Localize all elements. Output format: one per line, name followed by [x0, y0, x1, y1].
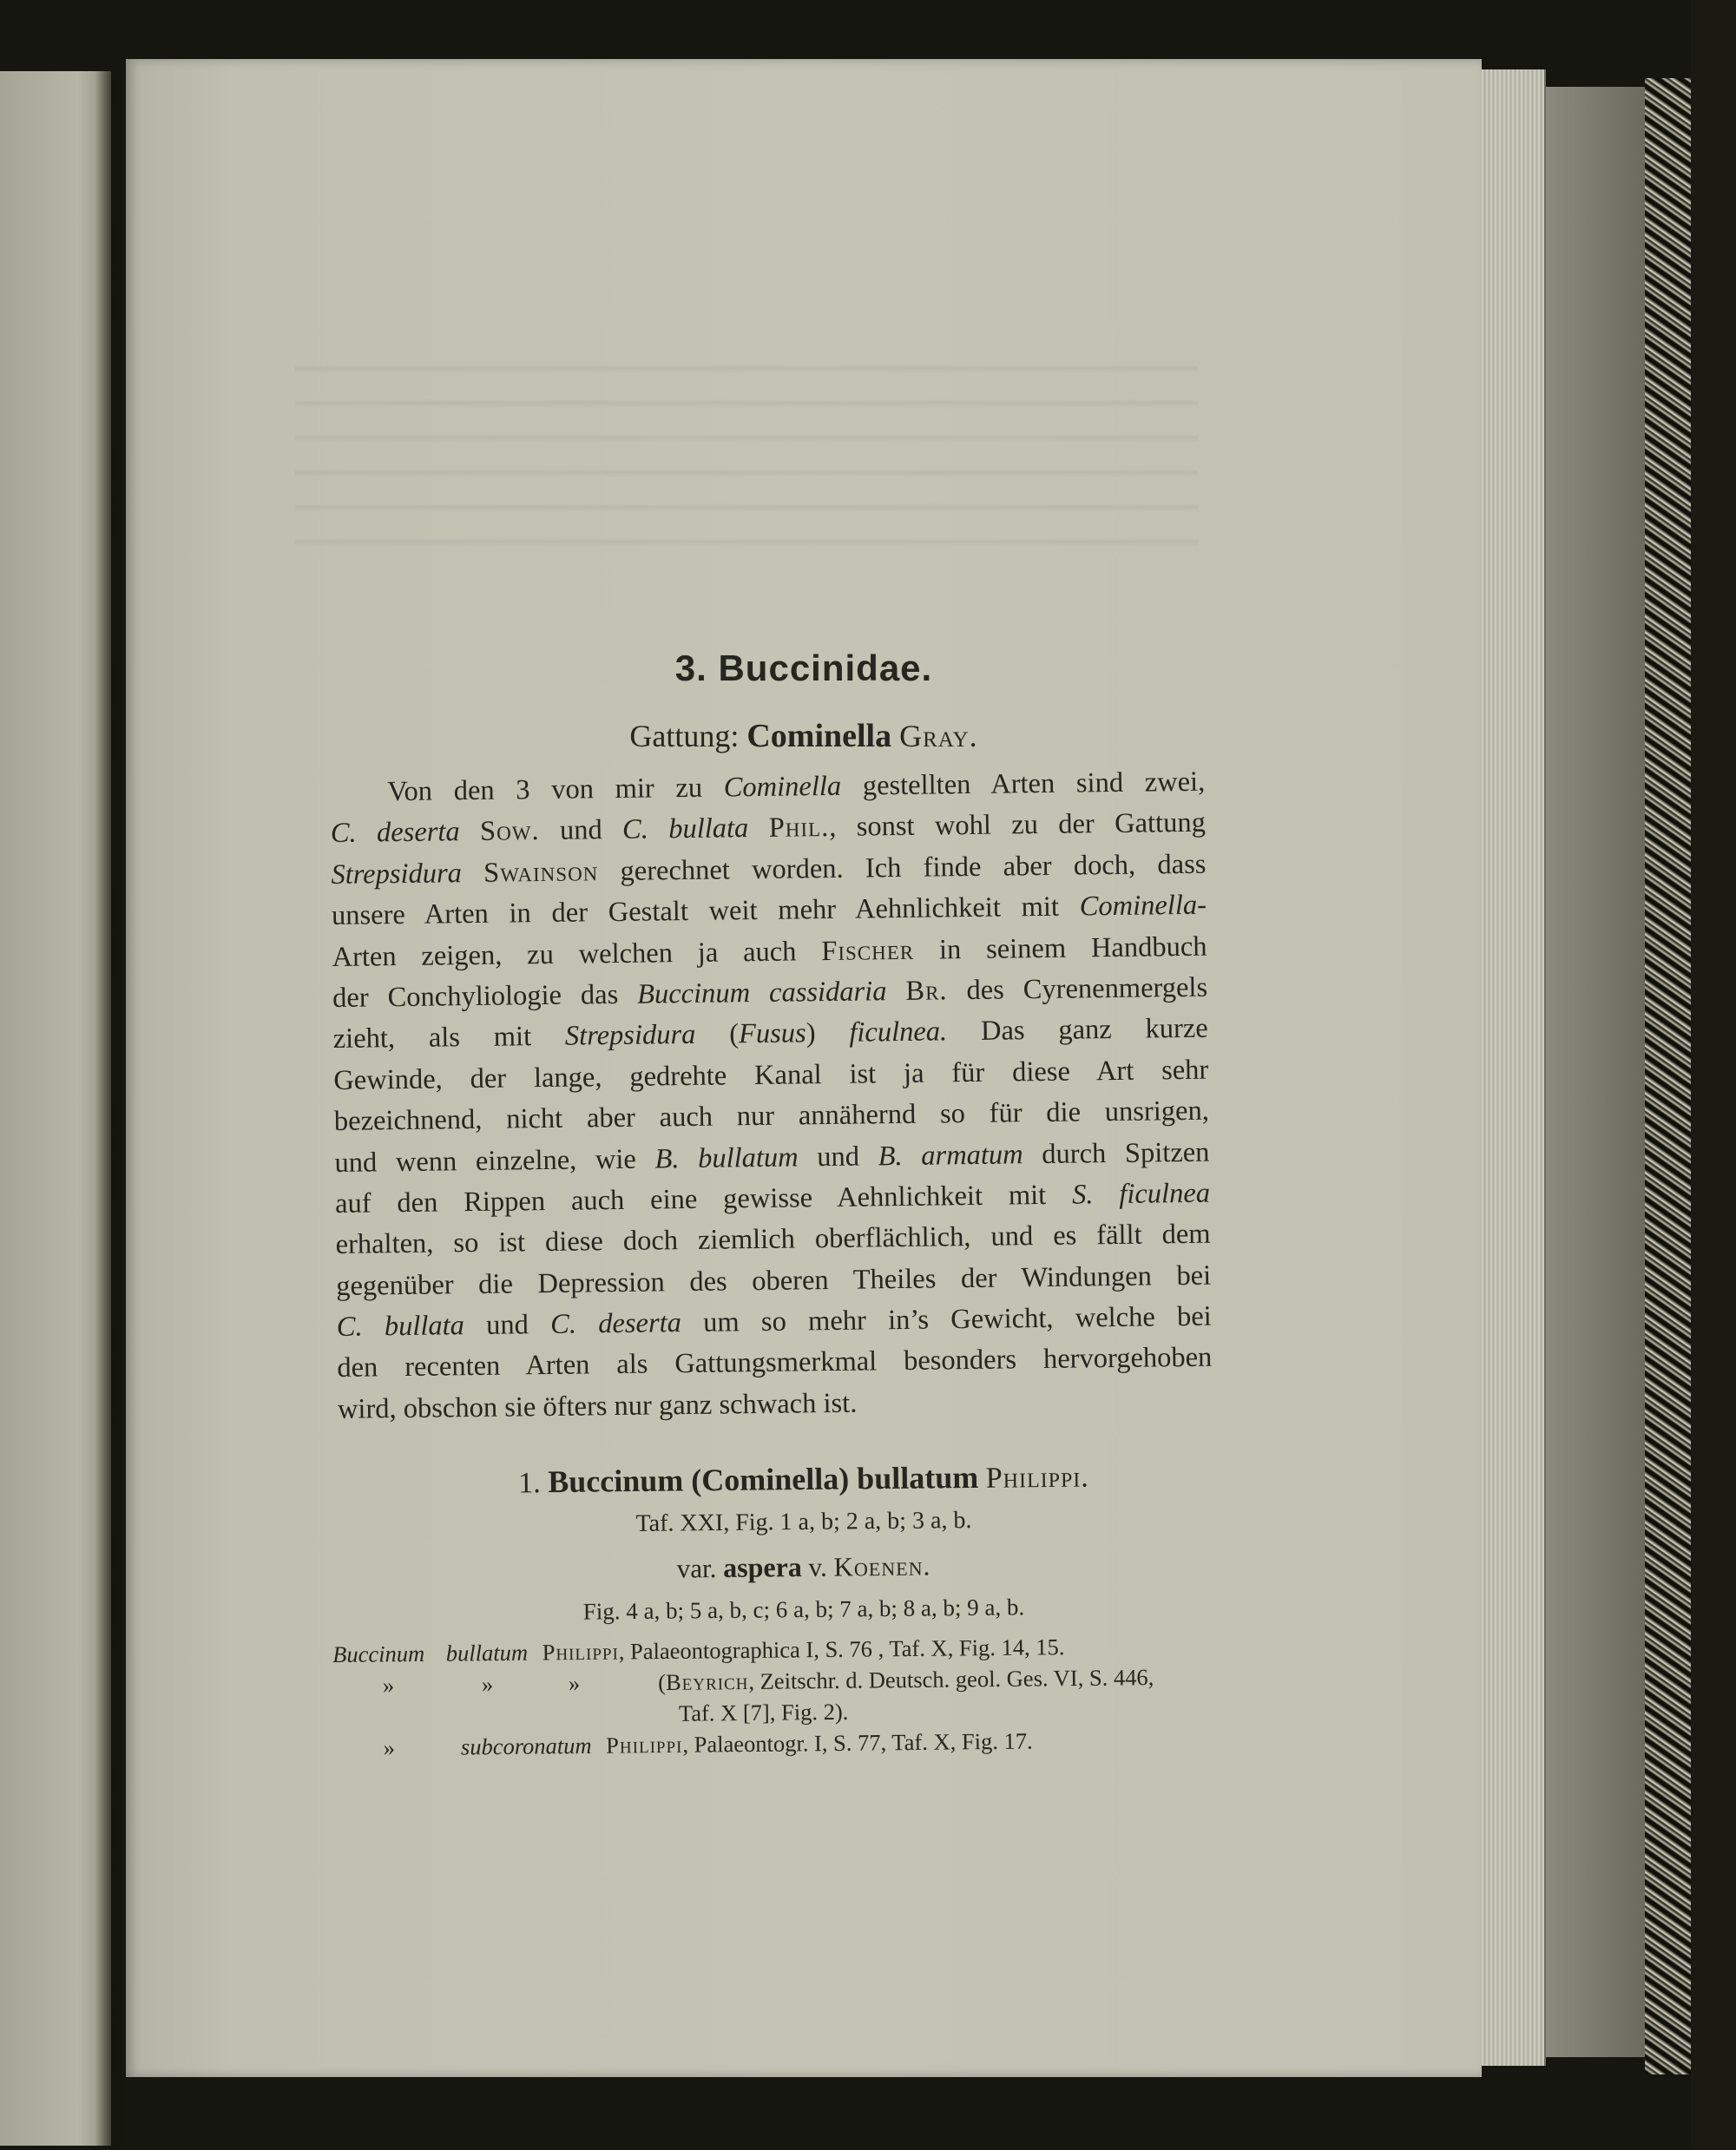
paragraph-line: auf den Rippen auch eine gewisse Aehnlichkeit mit S. ficulnea	[334, 1177, 1211, 1220]
synonymy-entry-continuation: Taf. X [7], Fig. 2).	[678, 1698, 849, 1726]
paragraph-line: Arten zeigen, zu welchen ja auch Fischer in seinem Handbuch	[332, 930, 1207, 973]
variety-name: aspera	[722, 1551, 802, 1583]
paragraph-line: Gewinde, der lange, gedrehte Kanal ist ja für diese Art sehr	[333, 1054, 1209, 1096]
species-author: Philippi.	[985, 1461, 1090, 1495]
marbled-binding	[1645, 78, 1693, 2074]
paragraph-line: erhalten, so ist diese doch ziemlich oberflächlich, und es fällt dem	[335, 1218, 1211, 1261]
paragraph-line: C. deserta Sow. und C. bullata Phil., sonst wohl zu der Gattung	[330, 807, 1207, 850]
genus-author: Gray.	[899, 719, 978, 753]
genus-heading	[126, 717, 1482, 755]
paragraph-line: der Conchyliologie das Buccinum cassidaria Br. des Cyrenenmergels	[332, 971, 1208, 1014]
paragraph-line: C. bullata und C. deserta um so mehr in’s Gewicht, welche bei	[336, 1300, 1212, 1344]
gutter-shadow	[95, 71, 130, 2146]
section-title: Buccinidae.	[718, 648, 933, 688]
page-block-shade	[1532, 87, 1645, 2057]
species-number: 1.	[518, 1467, 541, 1500]
paragraph-line: Strepsidura Swainson gerechnet worden. Ich finde aber doch, dass	[331, 848, 1207, 891]
section-heading	[126, 648, 1482, 689]
variety-author: Koenen.	[833, 1550, 931, 1582]
body-paragraph	[330, 762, 1213, 1431]
species-name: Buccinum (Cominella) bullatum	[547, 1459, 979, 1500]
synonymy-entry: » » » (Beyrich, Zeitschr. d. Deutsch. geol. Ges. VI, S. 446,	[382, 1664, 1154, 1699]
page-edges	[1482, 69, 1546, 2066]
synonymy-entry: » subcoronatum Philippi, Palaeontogr. I, S. 77, Taf. X, Fig. 17.	[383, 1727, 1033, 1761]
paragraph-line: Von den 3 von mir zu Cominella gestellten Arten sind zwei,	[387, 766, 1206, 808]
paragraph-line: wird, obschon sie öfters nur ganz schwach ist.	[337, 1387, 858, 1425]
binding-edge	[1691, 0, 1736, 2150]
paragraph-line: den recenten Arten als Gattungsmerkmal besonders hervorgehoben	[337, 1342, 1213, 1384]
genus-name: Cominella	[746, 718, 892, 754]
variety-prefix: var.	[676, 1553, 717, 1584]
variety-plate-reference: Fig. 4 a, b; 5 a, b, c; 6 a, b; 7 a, b; 8 a, b; 9 a, b.	[582, 1594, 1025, 1625]
paragraph-line: gegenüber die Depression des oberen Theiles der Windungen bei	[336, 1259, 1212, 1302]
paragraph-line: zieht, als mit Strepsidura (Fusus) ficulnea. Das ganz kurze	[332, 1013, 1208, 1055]
variety-author-prefix: v.	[808, 1551, 827, 1582]
paragraph-line: und wenn einzelne, wie B. bullatum und B. armatum durch Spitzen	[334, 1136, 1210, 1179]
show-through-text	[295, 339, 1198, 564]
synonymy-list	[332, 1629, 1210, 1764]
paragraph-line: bezeichnend, nicht aber auch nur annähernd so für die unsrigen,	[333, 1095, 1210, 1138]
paragraph-line: unsere Arten in der Gestalt weit mehr Aehnlichkeit mit Cominella-	[331, 889, 1207, 932]
genus-label: Gattung:	[629, 719, 740, 753]
synonymy-entry: Buccinum bullatum Philippi, Palaeontographica I, S. 76 , Taf. X, Fig. 14, 15.	[332, 1634, 1065, 1667]
left-facing-page	[0, 71, 111, 2146]
section-number: 3.	[674, 648, 707, 688]
plate-reference: Taf. XXI, Fig. 1 a, b; 2 a, b; 3 a, b.	[635, 1506, 972, 1538]
